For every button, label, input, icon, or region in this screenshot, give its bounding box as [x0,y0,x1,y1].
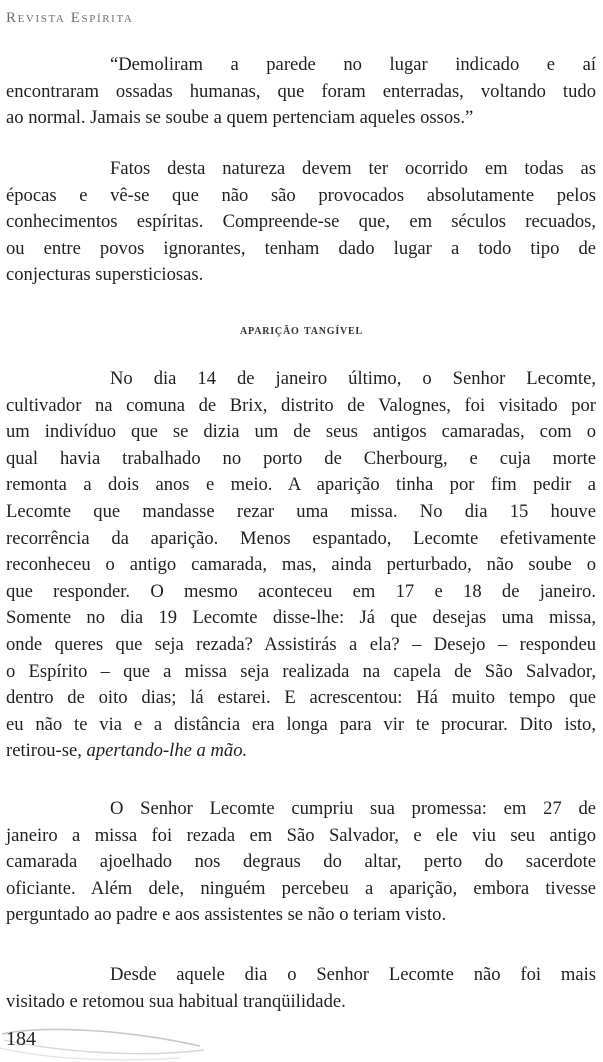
text-line: Fatos desta natureza devem ter ocorrido em todas as [110,158,596,179]
text-line: janeiro a missa foi rezada em São Salvador, e ele viu seu antigo [6,824,596,846]
text-line: Lecomte que mandasse rezar uma missa. No dia 15 houve [6,500,596,522]
text-line: ou entre povos ignorantes, tenham dado lugar a todo tipo de [6,237,596,259]
text-line: o Espírito – que a missa seja realizada na capela de São Salvador, [6,660,596,682]
text-line: onde queres que seja rezada? Assistirás a ela? – Desejo – respondeu [6,633,596,655]
italic-phrase: apertando-lhe a mão. [86,740,248,762]
text-line: oficiante. Além dele, ninguém percebeu a aparição, embora tivesse [6,877,596,899]
text-line: ao normal. Jamais se soube a quem pertenciam aqueles ossos.” [6,107,474,129]
text-line: recorrência da aparição. Menos espantado, Lecomte efetivamente [6,527,596,549]
text-line: Somente no dia 19 Lecomte disse-lhe: Já que desejas uma missa, [6,607,596,629]
text-line: reconheceu o antigo camarada, mas, ainda perturbado, não soube o [6,554,596,576]
text-line: encontraram ossadas humanas, que foram enterradas, voltando tudo [6,80,596,102]
section-heading: aparição tangível [240,322,363,338]
text-line: épocas e vê-se que não são provocados absolutamente pelos [6,184,596,206]
page-number: 184 [6,1028,36,1050]
text-line: um indivíduo que se dizia um de seus antigos camaradas, com o [6,421,596,443]
paragraph-promise [6,796,596,929]
text-line: No dia 14 de janeiro último, o Senhor Lecomte, [110,368,596,389]
text-line: que responder. O mesmo aconteceu em 17 e 18 de janeiro. [6,580,596,602]
text-line: eu não te via e a distância era longa para vir te procurar. Dito isto, [6,713,596,735]
paragraph-quote [6,52,596,132]
text-line: O Senhor Lecomte cumpriu sua promessa: em 27 de [110,798,596,819]
text-line [6,738,596,765]
text-line: visitado e retomou sua habitual tranqüilidade. [6,990,346,1012]
text-line: “Demoliram a parede no lugar indicado e aí [110,54,596,75]
text-line: dentro de oito dias; lá estarei. E acrescentou: Há muito tempo que [6,687,596,709]
text-fragment: retirou-se, [6,740,87,762]
text-line: qual havia trabalhado no porto de Cherbourg, e cuja morte [6,447,596,469]
text-line: cultivador na comuna de Brix, distrito de Valognes, foi visitado por [6,394,596,416]
paragraph-apparition [6,366,596,765]
text-line: conhecimentos espíritas. Compreende-se que, em séculos recuados, [6,211,596,233]
text-line: conjecturas supersticiosas. [6,264,204,286]
text-line: camarada ajoelhado nos degraus do altar, perto do sacerdote [6,851,596,873]
paragraph-facts [6,156,596,289]
text-line: remonta a dois anos e meio. A aparição tinha por fim pedir a [6,474,596,496]
paragraph-conclusion [6,962,596,1015]
running-head: Revista Espírita [6,10,134,26]
text-line: Desde aquele dia o Senhor Lecomte não foi mais [110,964,596,985]
text-line: perguntado ao padre e aos assistentes se não o teriam visto. [6,904,447,926]
